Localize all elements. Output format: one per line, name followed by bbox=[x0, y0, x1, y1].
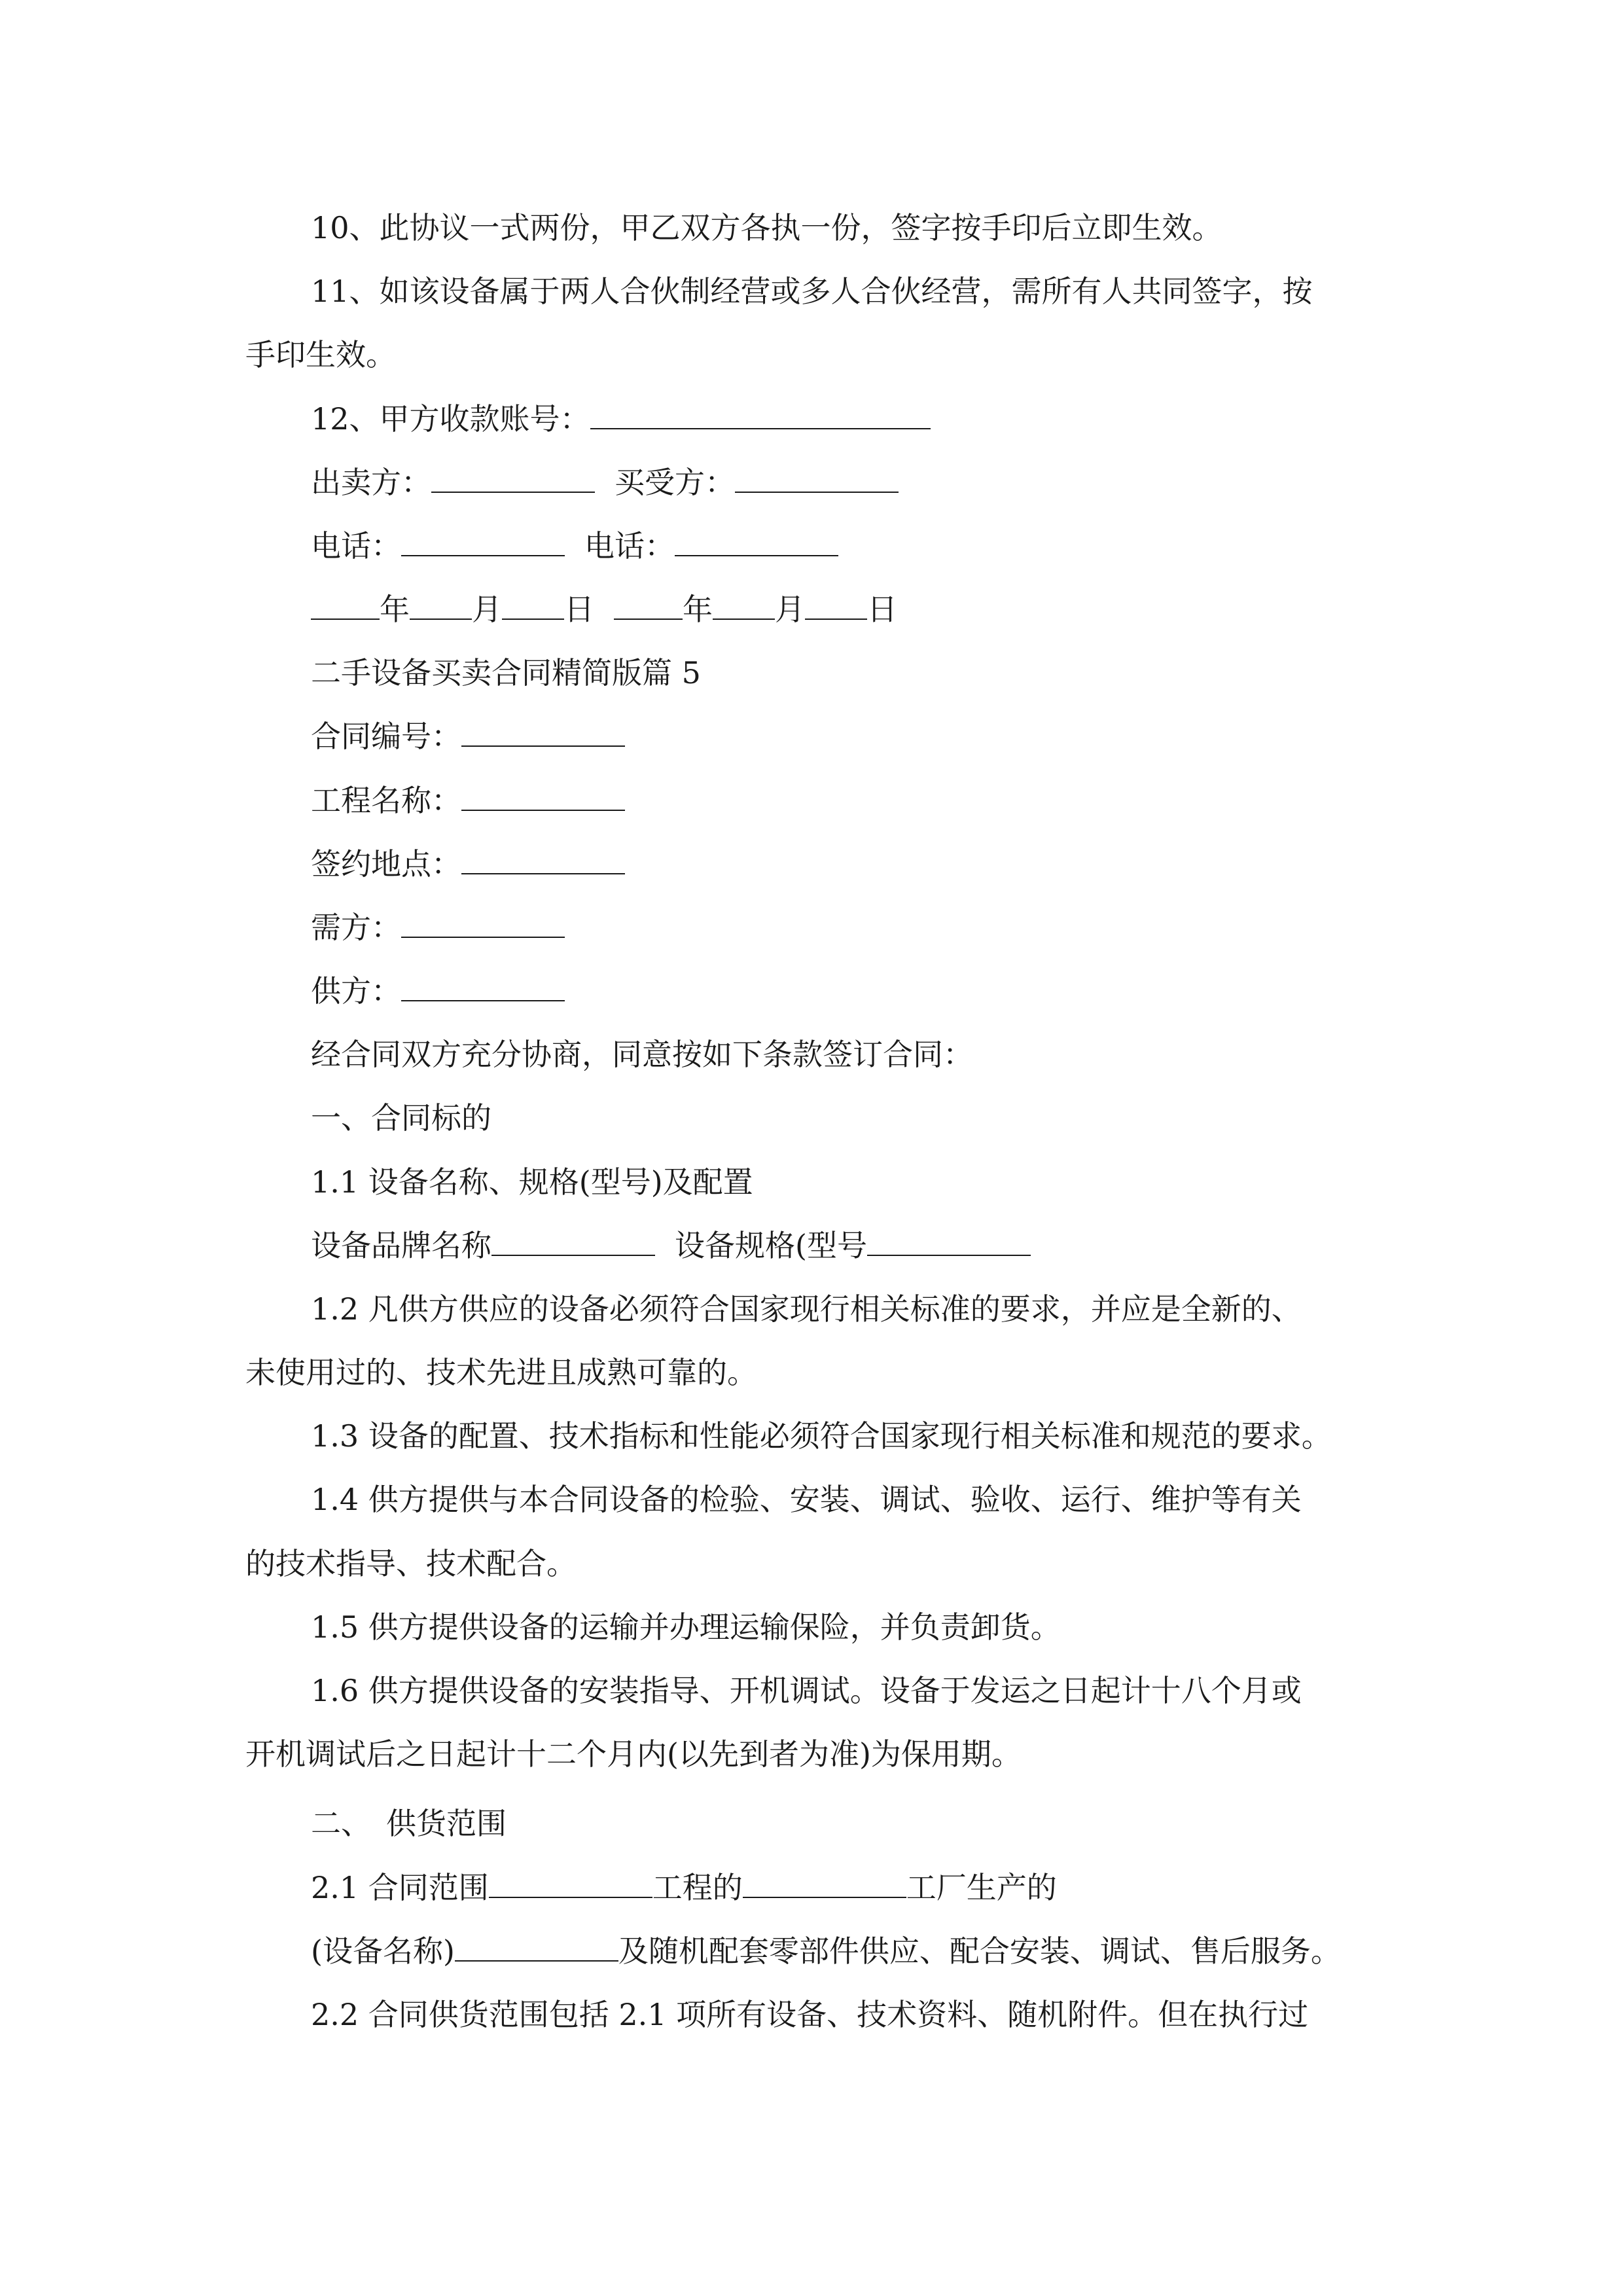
brand-label: 设备品牌名称 bbox=[311, 1228, 491, 1263]
section-heading: 二手设备买卖合同精简版篇 5 bbox=[311, 655, 701, 691]
phone-blank-2 bbox=[675, 526, 838, 556]
day-blank-1 bbox=[502, 590, 564, 620]
factory-made-label: 工厂生产的 bbox=[906, 1870, 1057, 1905]
sign-place-row bbox=[311, 844, 625, 884]
clause-1-2-line1: 1.2 凡供方供应的设备必须符合国家现行相关标准的要求，并应是全新的、 bbox=[311, 1291, 1302, 1327]
contract-number-row bbox=[311, 717, 625, 756]
date-row bbox=[311, 590, 897, 629]
sign-place-label: 签约地点： bbox=[311, 846, 461, 882]
clause-2-2: 2.2 合同供货范围包括 2.1 项所有设备、技术资料、随机附件。但在执行过 bbox=[311, 1997, 1309, 2032]
section-1-heading: 一、合同标的 bbox=[311, 1100, 491, 1136]
spec-label: 设备规格(型号 bbox=[675, 1228, 867, 1263]
phone-blank-1 bbox=[401, 526, 565, 556]
month-label-1: 月 bbox=[472, 592, 502, 627]
spec-blank bbox=[867, 1226, 1031, 1256]
contract-number-label: 合同编号： bbox=[311, 719, 461, 754]
project-of-label: 工程的 bbox=[652, 1870, 743, 1905]
supply-party-blank bbox=[401, 971, 565, 1001]
clause-1-1: 1.1 设备名称、规格(型号)及配置 bbox=[311, 1164, 753, 1200]
year-label-2: 年 bbox=[683, 592, 713, 627]
month-blank-1 bbox=[410, 590, 472, 620]
year-blank-1 bbox=[311, 590, 380, 620]
clause-12-label: 12、甲方收款账号： bbox=[311, 401, 590, 437]
clause-10: 10、此协议一式两份，甲乙双方各执一份，签字按手印后立即生效。 bbox=[311, 210, 1222, 245]
brand-blank bbox=[491, 1226, 655, 1256]
day-label-1: 日 bbox=[564, 592, 594, 627]
brand-spec-row bbox=[311, 1226, 1031, 1265]
demand-party-row bbox=[311, 908, 565, 947]
equipment-name-blank bbox=[455, 1931, 618, 1962]
phone-row bbox=[311, 526, 838, 565]
clause-1-5: 1.5 供方提供设备的运输并办理运输保险，并负责卸货。 bbox=[311, 1609, 1061, 1645]
phone-label-1: 电话： bbox=[311, 528, 401, 564]
account-blank bbox=[590, 399, 931, 429]
clause-1-4-line1: 1.4 供方提供与本合同设备的检验、安装、调试、验收、运行、维护等有关 bbox=[311, 1482, 1302, 1517]
month-blank-2 bbox=[713, 590, 775, 620]
contract-number-blank bbox=[461, 717, 625, 747]
clause-2-1-line1 bbox=[311, 1868, 1057, 1907]
year-blank-2 bbox=[614, 590, 683, 620]
signature-parties-row bbox=[311, 463, 899, 502]
month-label-2: 月 bbox=[775, 592, 805, 627]
demand-party-label: 需方： bbox=[311, 910, 401, 945]
year-label-1: 年 bbox=[380, 592, 410, 627]
clause-2-1-label: 2.1 合同范围 bbox=[311, 1870, 489, 1905]
project-name-row bbox=[311, 781, 625, 820]
clause-2-1-line2 bbox=[311, 1931, 1341, 1971]
clause-11-line2: 手印生效。 bbox=[245, 337, 396, 372]
section-2-heading: 二、 供货范围 bbox=[311, 1806, 507, 1841]
seller-label: 出卖方： bbox=[311, 465, 431, 500]
scope-blank bbox=[489, 1868, 652, 1898]
clause-1-3: 1.3 设备的配置、技术指标和性能必须符合国家现行相关标准和规范的要求。 bbox=[311, 1418, 1332, 1454]
supply-party-label: 供方： bbox=[311, 973, 401, 1009]
project-name-blank bbox=[461, 781, 625, 811]
clause-1-2-line2: 未使用过的、技术先进且成熟可靠的。 bbox=[245, 1355, 757, 1390]
equipment-name-label: (设备名称) bbox=[311, 1933, 455, 1969]
clause-1-6-line1: 1.6 供方提供设备的安装指导、开机调试。设备于发运之日起计十八个月或 bbox=[311, 1673, 1302, 1708]
buyer-label: 买受方： bbox=[615, 465, 735, 500]
clause-12 bbox=[311, 399, 931, 439]
sign-place-blank bbox=[461, 844, 625, 874]
clause-11-line1: 11、如该设备属于两人合伙制经营或多人合伙经营，需所有人共同签字，按 bbox=[311, 274, 1313, 309]
factory-blank bbox=[743, 1868, 906, 1898]
phone-label-2: 电话： bbox=[584, 528, 675, 564]
buyer-blank bbox=[735, 463, 899, 493]
intro-paragraph: 经合同双方充分协商，同意按如下条款签订合同： bbox=[311, 1037, 973, 1072]
clause-1-6-line2: 开机调试后之日起计十二个月内(以先到者为准)为保用期。 bbox=[245, 1736, 1022, 1772]
clause-1-4-line2: 的技术指导、技术配合。 bbox=[245, 1546, 577, 1581]
seller-blank bbox=[431, 463, 595, 493]
day-label-2: 日 bbox=[867, 592, 897, 627]
day-blank-2 bbox=[805, 590, 867, 620]
demand-party-blank bbox=[401, 908, 565, 938]
clause-2-1-tail: 及随机配套零部件供应、配合安装、调试、售后服务。 bbox=[618, 1933, 1341, 1969]
supply-party-row bbox=[311, 971, 565, 1011]
project-name-label: 工程名称： bbox=[311, 783, 461, 818]
